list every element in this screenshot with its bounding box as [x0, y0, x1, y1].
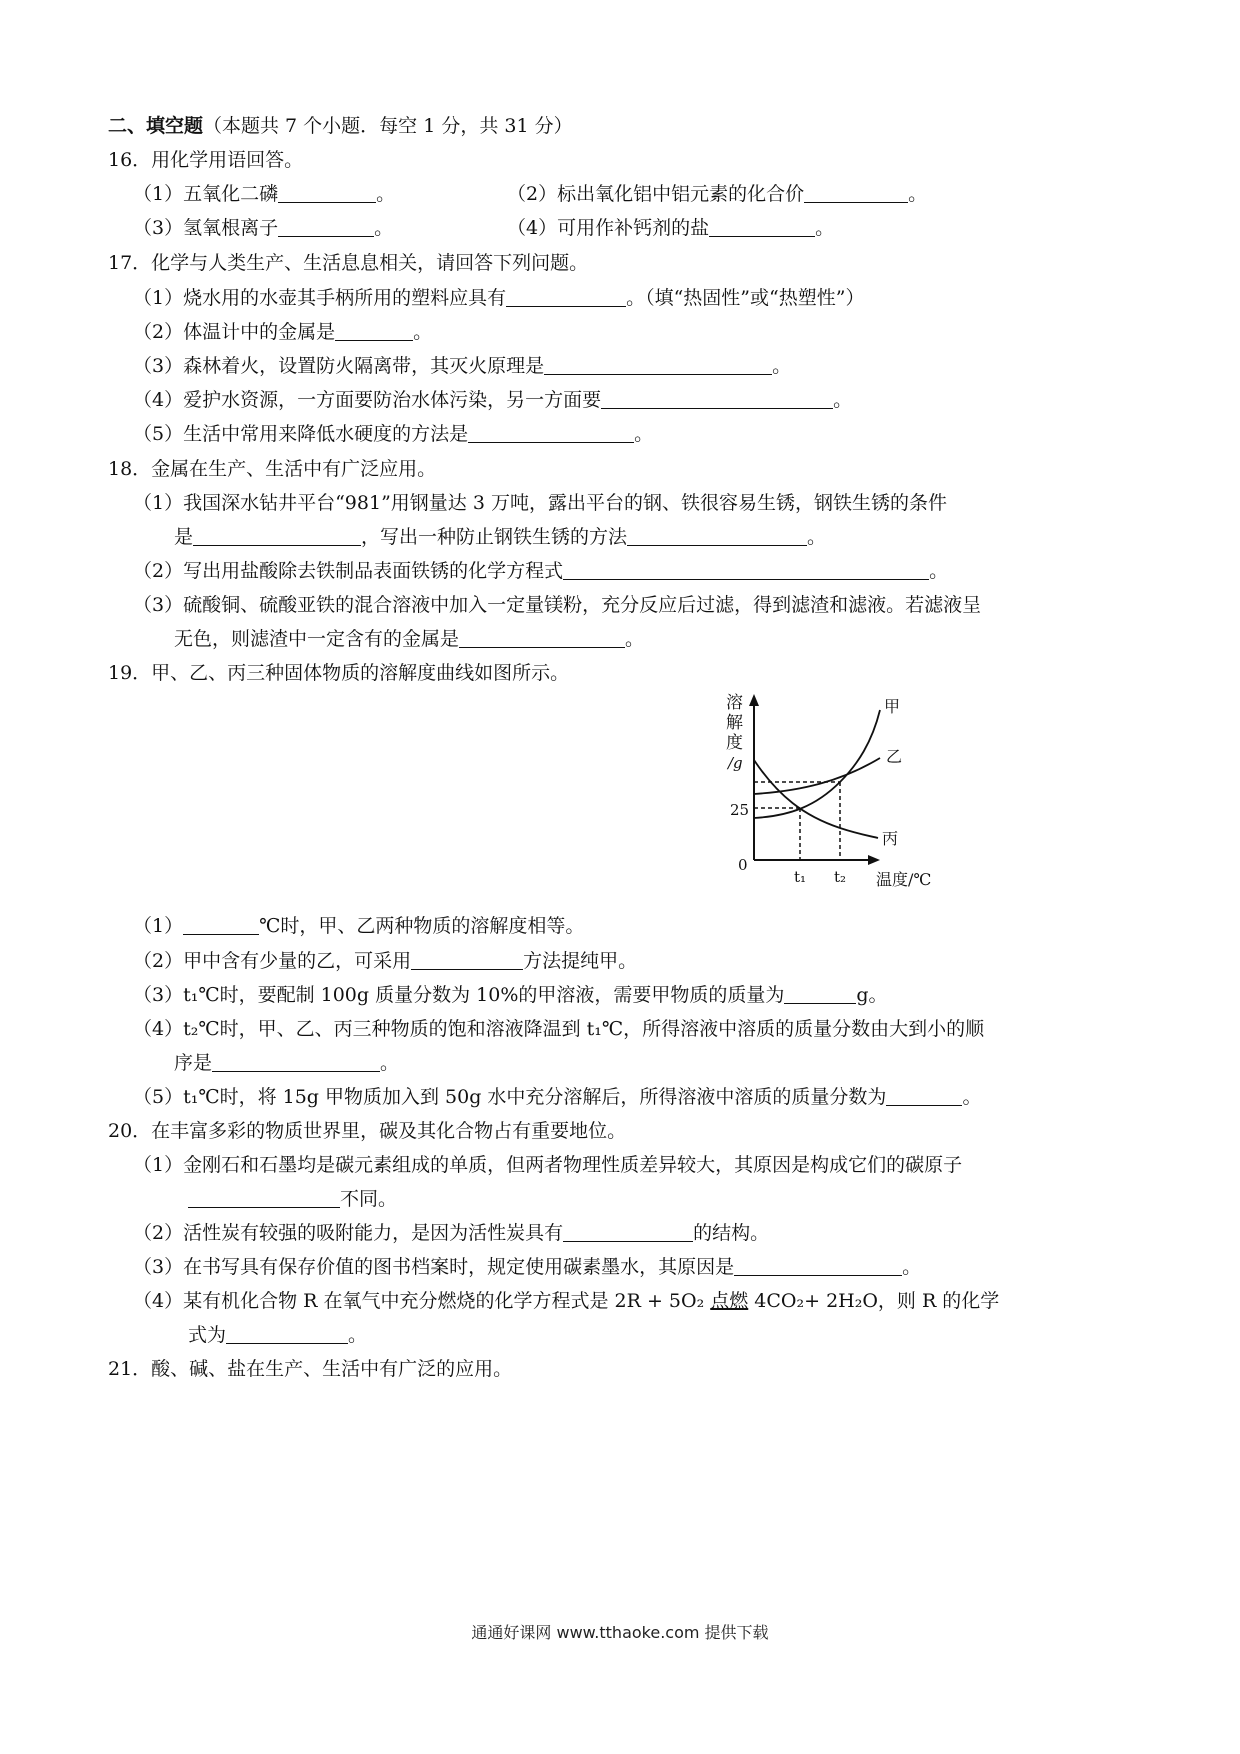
- period: 。: [348, 1324, 368, 1346]
- q19-part1: [133, 914, 584, 938]
- q20-part4-line2: [188, 1323, 367, 1347]
- q17-part5: [133, 422, 653, 446]
- q19-part4-line1: （4）t₂℃时，甲、乙、丙三种物质的饱和溶液降温到 t₁℃，所得溶液中溶质的质量分数由大到小的顺: [133, 1018, 985, 1040]
- q19-part4-text: 序是: [174, 1052, 213, 1074]
- q18-stem: 18．金属在生产、生活中有广泛应用。: [108, 458, 437, 480]
- answer-blank[interactable]: [506, 288, 626, 307]
- answer-blank[interactable]: [601, 390, 833, 409]
- answer-blank[interactable]: [193, 527, 361, 546]
- period: 。: [962, 1086, 982, 1108]
- q19-part5-text: （5）t₁℃时，将 15g 甲物质加入到 50g 水中充分溶解后，所得溶液中溶质的质量分数为: [133, 1086, 887, 1108]
- label-yi: 乙: [886, 747, 903, 766]
- solubility-curve-figure: [720, 680, 960, 895]
- period: 。: [807, 526, 827, 548]
- answer-blank[interactable]: [709, 218, 815, 237]
- q19-part2: [133, 949, 637, 973]
- period: 。: [929, 560, 949, 582]
- answer-blank[interactable]: [804, 184, 908, 203]
- q19-part2-head: （2）甲中含有少量的乙，可采用: [133, 950, 412, 972]
- answer-blank[interactable]: [188, 1189, 340, 1208]
- q19-part1-head: （1）: [133, 915, 184, 937]
- period: 。: [815, 217, 835, 239]
- x-tick-t1: t₁: [794, 868, 807, 886]
- q18-part3-line1: （3）硫酸铜、硫酸亚铁的混合溶液中加入一定量镁粉，充分反应后过滤，得到滤渣和滤液。若滤液呈: [133, 594, 982, 616]
- q16-part3: [133, 216, 393, 240]
- y-axis-label-2: 解: [726, 713, 743, 733]
- y-axis-label-1: 溶: [726, 693, 743, 713]
- page-footer: 通通好课网 www.tthaoke.com 提供下载: [471, 1623, 769, 1642]
- curve-bing: [754, 760, 878, 838]
- q16-part4: [507, 216, 834, 240]
- q17-stem: 17．化学与人类生产、生活息息相关，请回答下列问题。: [108, 252, 589, 274]
- q19-part4-line2: [174, 1051, 399, 1075]
- q21-stem: 21．酸、碱、盐在生产、生活中有广泛的应用。: [108, 1358, 513, 1380]
- answer-blank[interactable]: [544, 356, 772, 375]
- q17-part1-text: （1）烧水用的水壶其手柄所用的塑料应具有: [133, 287, 507, 309]
- answer-blank[interactable]: [734, 1257, 902, 1276]
- period: 。: [374, 217, 394, 239]
- curve-yi: [754, 758, 880, 794]
- q18-part2: [133, 559, 948, 583]
- answer-blank[interactable]: [411, 951, 523, 970]
- q20-part3-text: （3）在书写具有保存价值的图书档案时，规定使用碳素墨水，其原因是: [133, 1256, 735, 1278]
- period: 。: [625, 628, 645, 650]
- q20-part1-line1: （1）金刚石和石墨均是碳元素组成的单质，但两者物理性质差异较大，其原因是构成它们的碳原子: [133, 1154, 963, 1176]
- y-axis-label-4: /g: [728, 754, 743, 772]
- q17-part3-text: （3）森林着火，设置防火隔离带，其灭火原理是: [133, 355, 545, 377]
- y-axis-arrow: [749, 694, 759, 706]
- q17-part2: [133, 320, 432, 344]
- period: 。: [413, 321, 433, 343]
- reaction-condition: 点燃: [710, 1290, 749, 1312]
- label-jia: 甲: [884, 697, 901, 716]
- answer-blank[interactable]: [563, 1223, 693, 1242]
- q18-part1-line1: （1）我国深水钻井平台“981”用钢量达 3 万吨，露出平台的钢、铁很容易生锈，钢铁生锈的条件: [133, 492, 947, 514]
- q19-part3-head: （3）t₁℃时，要配制 100g 质量分数为 10%的甲溶液，需要甲物质的质量为: [133, 984, 785, 1006]
- q20-part4-tail: 4CO₂+ 2H₂O，则 R 的化学: [748, 1290, 1000, 1312]
- q18-part3-text: 无色，则滤渣中一定含有的金属是: [174, 628, 460, 650]
- answer-blank[interactable]: [278, 184, 376, 203]
- q17-part4-text: （4）爱护水资源，一方面要防治水体污染，另一方面要: [133, 389, 602, 411]
- q20-part4-line1: [133, 1289, 999, 1313]
- q17-part2-text: （2）体温计中的金属是: [133, 321, 336, 343]
- q19-part5: [133, 1085, 981, 1109]
- answer-blank[interactable]: [563, 561, 929, 580]
- answer-blank[interactable]: [226, 1325, 348, 1344]
- q20-part2-tail: 的结构。: [693, 1222, 770, 1244]
- q20-part2-head: （2）活性炭有较强的吸附能力，是因为活性炭具有: [133, 1222, 564, 1244]
- y-axis-label-3: 度: [726, 733, 743, 753]
- q17-part5-text: （5）生活中常用来降低水硬度的方法是: [133, 423, 469, 445]
- answer-blank[interactable]: [784, 985, 856, 1004]
- q16-part2: [507, 182, 927, 206]
- period: 。: [833, 389, 853, 411]
- label-bing: 丙: [882, 829, 899, 848]
- q16-part1-text: （1）五氧化二磷: [133, 183, 279, 205]
- section-header: [108, 114, 573, 138]
- q18-part1-line2: [174, 525, 826, 549]
- answer-blank[interactable]: [468, 424, 634, 443]
- answer-blank[interactable]: [459, 629, 625, 648]
- q20-part1-line2: [188, 1187, 397, 1211]
- q17-part3: [133, 354, 791, 378]
- period: 。: [634, 423, 654, 445]
- q19-part1-tail: ℃时，甲、乙两种物质的溶解度相等。: [259, 915, 585, 937]
- q19-stem: 19．甲、乙、丙三种固体物质的溶解度曲线如图所示。: [108, 662, 570, 684]
- q19-part2-tail: 方法提纯甲。: [523, 950, 638, 972]
- answer-blank[interactable]: [183, 916, 259, 935]
- answer-blank[interactable]: [212, 1053, 380, 1072]
- answer-blank[interactable]: [278, 218, 374, 237]
- period: 。: [902, 1256, 922, 1278]
- x-tick-t2: t₂: [834, 868, 847, 886]
- q20-part1-tail: 不同。: [340, 1188, 398, 1210]
- q19-part3: [133, 983, 888, 1007]
- q18-part1-head: 是: [174, 526, 194, 548]
- section-note: （本题共 7 个小题．每空 1 分，共 31 分）: [203, 115, 573, 137]
- q16-stem: 16．用化学用语回答。: [108, 149, 304, 171]
- q18-part3-line2: [174, 627, 644, 651]
- period: 。: [772, 355, 792, 377]
- period: 。: [908, 183, 928, 205]
- period: 。: [376, 183, 396, 205]
- period: 。: [380, 1052, 400, 1074]
- x-axis-arrow: [868, 855, 880, 865]
- q19-part3-tail: g。: [856, 984, 888, 1006]
- q20-part4-head: （4）某有机化合物 R 在氧气中充分燃烧的化学方程式是 2R + 5O₂: [133, 1290, 711, 1312]
- curve-jia: [754, 710, 880, 818]
- q18-part1-mid: ，写出一种防止钢铁生锈的方法: [361, 526, 628, 548]
- q17-part1-tail: 。（填“热固性”或“热塑性”）: [626, 287, 865, 309]
- y-tick-25: 25: [730, 801, 750, 819]
- x-axis-label: 温度/℃: [876, 870, 932, 889]
- q16-part4-text: （4）可用作补钙剂的盐: [507, 217, 710, 239]
- answer-blank[interactable]: [335, 322, 413, 341]
- q16-part3-text: （3）氢氧根离子: [133, 217, 279, 239]
- q20-stem: 20．在丰富多彩的物质世界里，碳及其化合物占有重要地位。: [108, 1120, 627, 1142]
- q20-part3: [133, 1255, 921, 1279]
- section-title: 二、填空题: [108, 115, 204, 137]
- answer-blank[interactable]: [886, 1087, 962, 1106]
- q16-part2-text: （2）标出氧化铝中铝元素的化合价: [507, 183, 805, 205]
- q17-part1: [133, 286, 864, 310]
- answer-blank[interactable]: [627, 527, 807, 546]
- q20-part4-text: 式为: [188, 1324, 227, 1346]
- q16-part1: [133, 182, 395, 206]
- q17-part4: [133, 388, 852, 412]
- q18-part2-text: （2）写出用盐酸除去铁制品表面铁锈的化学方程式: [133, 560, 564, 582]
- origin-label: 0: [738, 856, 748, 874]
- q20-part2: [133, 1221, 769, 1245]
